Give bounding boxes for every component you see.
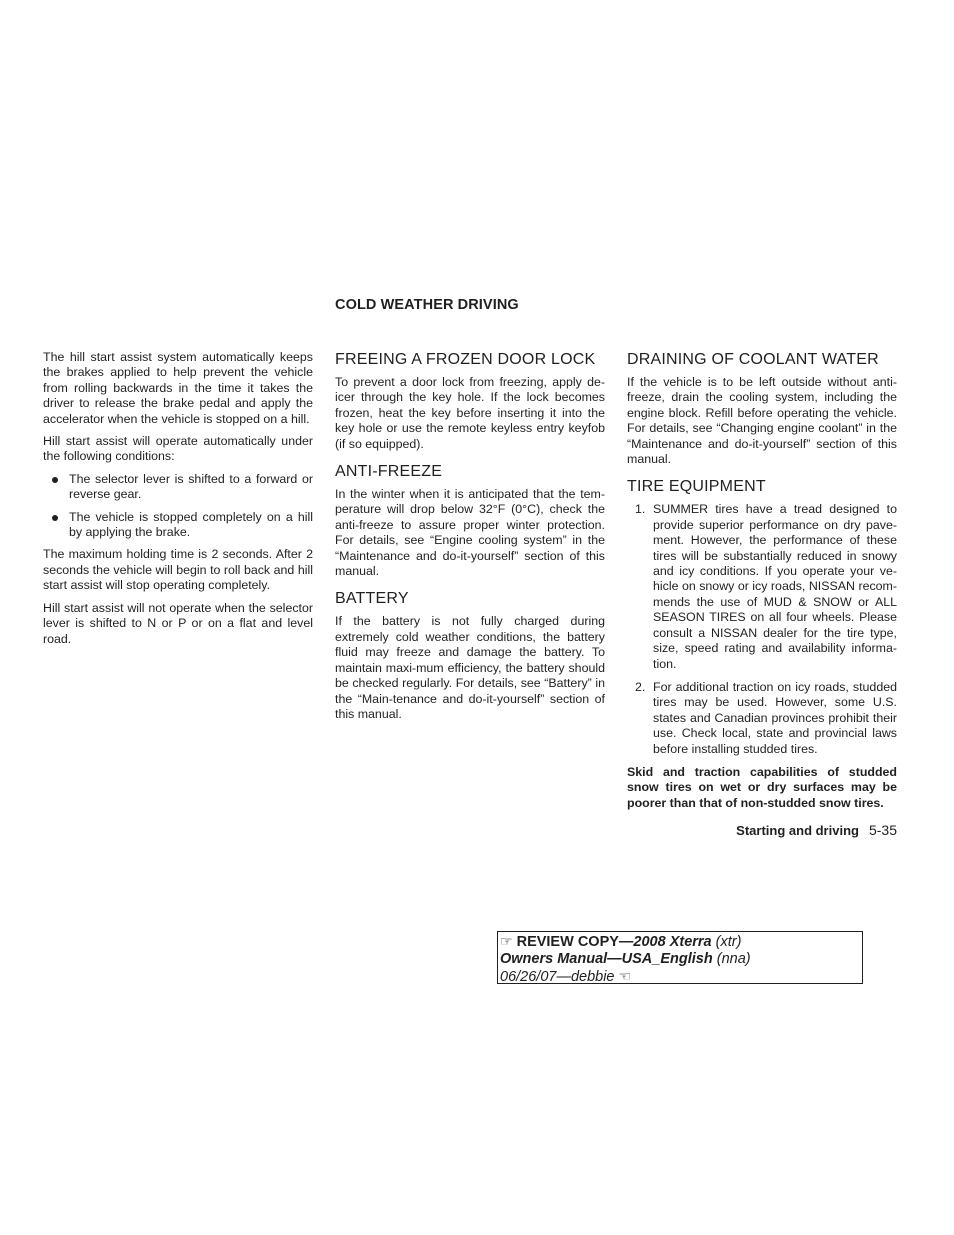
paragraph: The hill start assist system automatically keeps the brakes applied to help prevent the vehicle from rolling backwards in the time it takes the driver to release the brake pedal and apply the accelerator when the vehicle is stopped on a hill. [43,350,313,426]
review-line-1 [500,933,862,951]
list-item [43,510,313,541]
right-column [627,350,897,818]
review-copy-label: REVIEW COPY— [516,934,634,950]
paragraph: The maximum holding time is 2 seconds. After 2 seconds the vehicle will begin to roll back and hill start assist will stop operating completely. [43,547,313,593]
section-title: COLD WEATHER DRIVING [335,297,519,313]
pointing-hand-left-icon: ☜ [618,968,632,984]
condition-list [43,472,313,541]
middle-column [335,350,605,729]
review-copy-stamp [497,931,863,984]
paragraph: If the vehicle is to be left outside without anti-freeze, drain the cooling system, including the engine block. Refill before operating the vehicle. For details, see “Changing engine coolant” in the “Maintenance and do-it-yourself” section of this manual. [627,375,897,467]
warning-note: Skid and traction capabilities of studded snow tires on wet or dry surfaces may be poorer than that of non-studded snow tires. [627,764,897,810]
left-column [43,350,313,654]
tire-heading: TIRE EQUIPMENT [627,478,766,496]
list-item-text: The selector lever is shifted to a forward or reverse gear. [69,471,313,502]
bullet-icon [52,515,58,521]
coolant-heading: DRAINING OF COOLANT WATER [627,351,879,368]
paragraph: If the battery is not fully charged during extremely cold weather conditions, the battery fluid may freeze and damage the battery. To maintain maxi-mum efficiency, the battery should be checked regularly. For details, see “Battery” in the “Main-tenance and do-it-yourself” section of this manual. [335,614,605,721]
vehicle-model: 2008 Xterra [633,934,712,950]
list-item-text: The vehicle is stopped completely on a hill by applying the brake. [69,509,313,540]
list-item-text: SUMMER tires have a tread designed to provide superior performance on dry pave-ment. However, the performance of these tires will be substantially reduced in snowy and icy conditions. If you operate your ve-hicle on snowy or icy roads, NISSAN recom-mends the use of MUD & SNOW or ALL SEASON TIRES on all four wheels. Please consult a NISSAN dealer for the tire type, size, speed rating and availability informa-tion. [653,502,897,671]
frozen-lock-heading: FREEING A FROZEN DOOR LOCK [335,351,596,368]
battery-heading: BATTERY [335,590,409,608]
paragraph: In the winter when it is anticipated that the tem-perature will drop below 32°F (0°C), check the anti-freeze to assure proper winter protection. For details, see “Engine cooling system” in the “Maintenance and do-it-yourself” section of this manual. [335,487,605,579]
page-number: 5-35 [868,822,897,838]
paragraph: Hill start assist will not operate when the selector lever is shifted to N or P or on a flat and level road. [43,600,313,646]
chapter-title: Starting and driving [736,823,859,838]
tire-list [627,502,897,757]
paragraph: To prevent a door lock from freezing, apply de-icer through the key hole. If the lock becomes frozen, heat the key before inserting it into the key hole or use the remote keyless entry keyfob (if so equipped). [335,375,605,451]
review-line-2 [500,951,862,968]
review-date: 06/26/07—debbie [500,969,615,985]
list-item [627,680,897,757]
list-item-text: For additional traction on icy roads, studded tires may be used. However, some U.S. states and Canadian provinces prohibit their use. Check local, state and provincial laws before installing studded tires. [653,679,897,756]
antifreeze-heading: ANTI-FREEZE [335,463,443,481]
pointing-hand-right-icon: ☞ [500,933,513,949]
manual-code: (nna) [712,951,751,967]
page-footer [627,822,897,838]
manual-title: Owners Manual—USA_English [500,951,713,967]
list-number: 2. [635,679,646,694]
review-line-3 [500,968,862,986]
paragraph: Hill start assist will operate automatically under the following conditions: [43,434,313,464]
list-item [43,472,313,503]
list-number: 1. [635,502,646,517]
list-item [627,502,897,671]
bullet-icon [52,477,58,483]
vehicle-code: (xtr) [711,934,742,950]
